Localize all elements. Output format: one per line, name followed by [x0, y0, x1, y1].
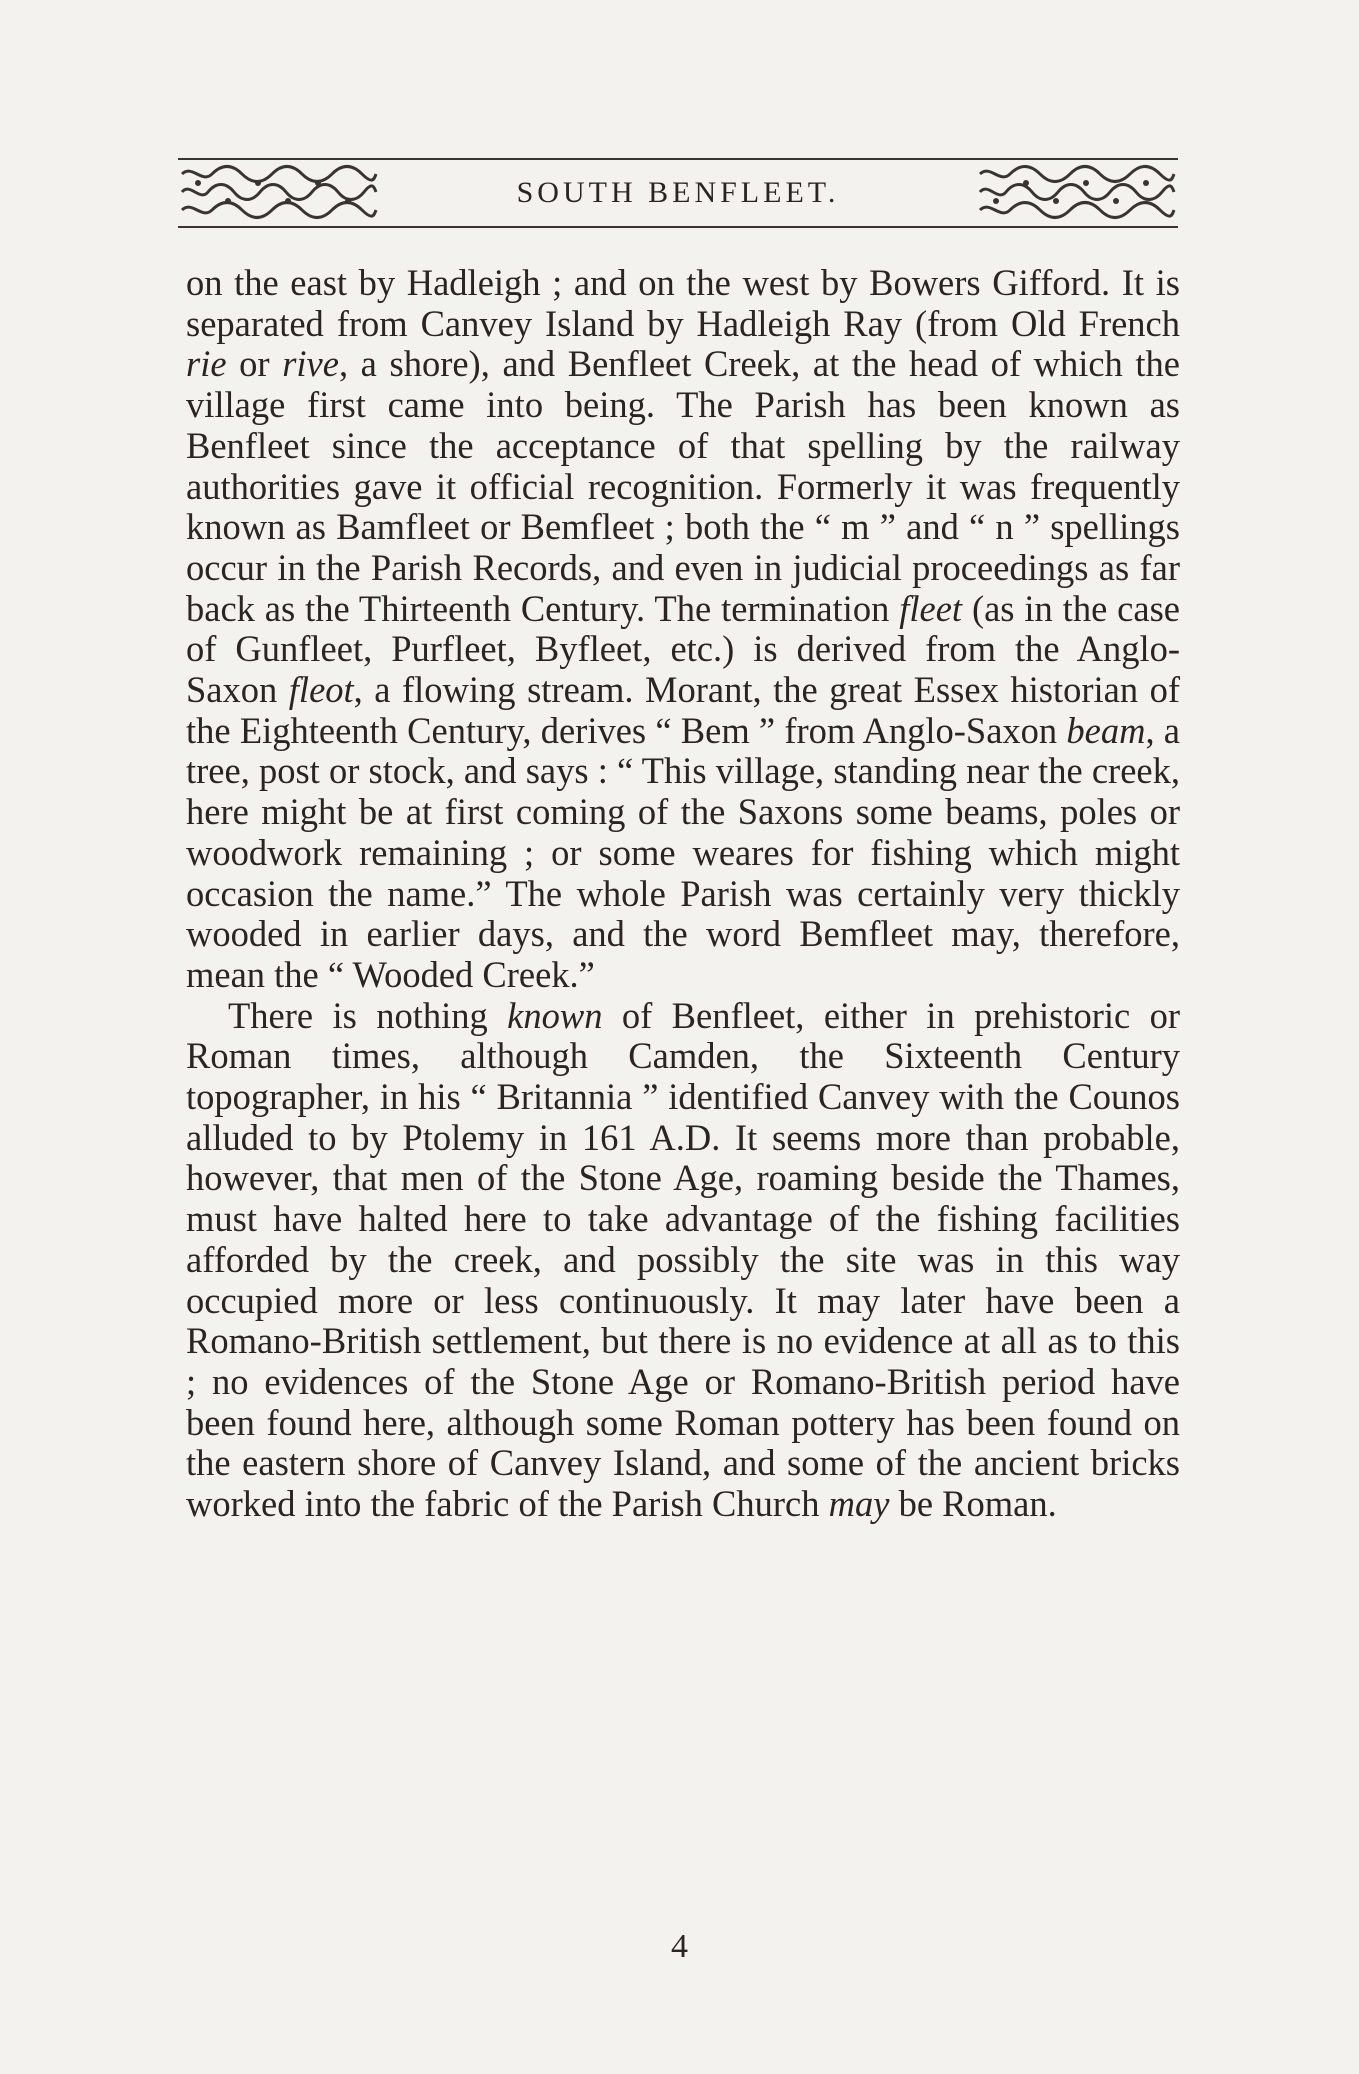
body-text	[186, 263, 1180, 1525]
text-run: be Roman.	[889, 1483, 1057, 1525]
header-top-rule	[178, 158, 1178, 160]
paragraph	[186, 263, 1180, 996]
text-run: or	[226, 343, 283, 385]
italic-text: beam	[1066, 709, 1146, 751]
page-number: 4	[671, 1928, 688, 1965]
text-run: of Benfleet, either in prehistoric or Roman times, although Camden, the Sixteenth Century topographer, in his “ Britannia ” identified Canvey with the Counos alluded to by Ptolemy in 161 A.D. It seems more than probable, however, that men of the Stone Age, roaming beside the Thames, must have halted here to take advantage of the fishing facilities afforded by the creek, and possibly the site was in this way occupied more or less continuously. It may later have been a Romano-British settlement, but there is no evidence at all as to this ; no evidences of the Stone Age or Romano-British period have been found here, although some Roman pottery has been found on the eastern shore of Canvey Island, and some of the ancient bricks worked into the fabric of the Parish Church	[186, 994, 1180, 1525]
header-bottom-rule	[178, 226, 1178, 228]
text-run: on the east by Hadleigh ; and on the west by Bowers Gifford. It is separated from Canvey Island by Hadleigh Ray (from Old French	[186, 262, 1180, 344]
text-run: (as in the case of Gunfleet, Purfleet, Byfleet, etc.) is derived from the Anglo-Saxon	[186, 587, 1180, 711]
text-run: , a tree, post or stock, and says : “ This village, standing near the creek, here might be at first coming of the Saxons some beams, poles or woodwork remaining ; or some weares for fishing which might occasion the name.” The whole Parish was certainly very thickly wooded in earlier days, and the word Bemfleet may, therefore, mean the “ Wooded Creek.”	[186, 709, 1181, 995]
paragraph	[186, 996, 1180, 1525]
italic-text: rive	[282, 343, 339, 385]
italic-text: may	[828, 1483, 890, 1525]
italic-text: rie	[186, 343, 227, 385]
running-title: SOUTH BENFLEET.	[516, 176, 840, 209]
text-run: There is nothing	[228, 994, 508, 1036]
text-run: , a flowing stream. Morant, the great Essex historian of the Eighteenth Century, derives “ Bem ” from Anglo-Saxon	[186, 669, 1181, 751]
italic-text: fleet	[899, 587, 963, 629]
italic-text: known	[507, 994, 603, 1036]
text-run: , a shore), and Benfleet Creek, at the head of which the village first came into being. The Parish has been known as Benfleet since the acceptance of that spelling by the railway authorities gave it official recognition. Formerly it was frequently known as Bamfleet or Bemfleet ; both the “ m ” and “ n ” spellings occur in the Parish Records, and even in judicial proceedings as far back as the Thirteenth Century. The termination	[186, 343, 1180, 629]
running-header	[178, 158, 1178, 228]
italic-text: fleot	[288, 669, 354, 711]
right-header-ornament	[978, 164, 1178, 220]
